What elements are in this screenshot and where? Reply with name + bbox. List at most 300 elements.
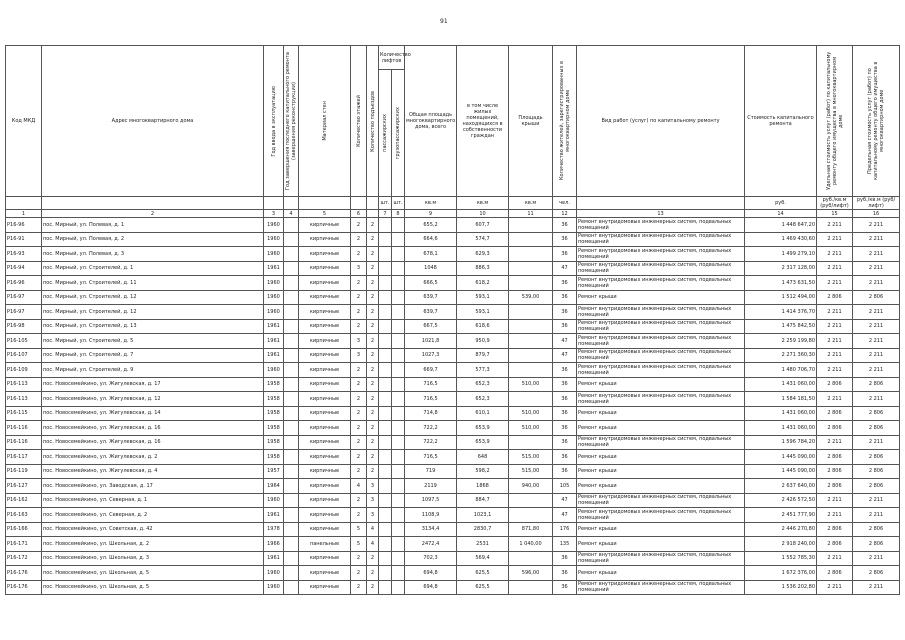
cell-roof-area: 515,00: [509, 450, 553, 465]
cell-material: кирпичные: [299, 580, 351, 595]
header-lifts-pass: пассажирских: [379, 70, 392, 197]
cell-address: пос. Новосемейкино, ул. Северная, д. 2: [42, 508, 264, 523]
cell-residents: 36: [553, 566, 577, 581]
cell-cost: 1 475 842,50: [745, 319, 817, 334]
table-row: [6, 406, 900, 421]
cell-lifts-pass: [379, 276, 392, 291]
cell-code: Р16-97: [6, 290, 42, 305]
cell-floors: 2: [351, 580, 367, 595]
header-entrances: Количество подъездов: [367, 46, 379, 197]
cell-code: Р16-115: [6, 406, 42, 421]
unit-cell: [577, 197, 745, 210]
cell-work: Ремонт внутридомовых инженерных систем, подвальных помещений: [577, 363, 745, 378]
cell-material: кирпичные: [299, 406, 351, 421]
cell-material: кирпичные: [299, 334, 351, 349]
cell-floors: 2: [351, 319, 367, 334]
cell-total-area: 1097,5: [405, 493, 457, 508]
cell-living-area: 629,3: [457, 247, 509, 262]
cell-year-last: [284, 348, 299, 363]
cell-code: Р16-119: [6, 464, 42, 479]
cell-total-area: 664,6: [405, 232, 457, 247]
cell-max-cost: 2 211: [853, 551, 900, 566]
cell-year-last: [284, 406, 299, 421]
page-number: 91: [440, 18, 448, 25]
cell-work: Ремонт внутридомовых инженерных систем, подвальных помещений: [577, 218, 745, 233]
cell-lifts-cargo: [392, 551, 405, 566]
cell-address: пос. Новосемейкино, ул. Школьная, д. 5: [42, 566, 264, 581]
cell-address: пос. Мирный, ул. Строителей, д. 1: [42, 261, 264, 276]
cell-work: Ремонт внутридомовых инженерных систем, подвальных помещений: [577, 305, 745, 320]
cell-max-cost: 2 211: [853, 319, 900, 334]
cell-max-cost: 2 211: [853, 435, 900, 450]
cell-residents: 36: [553, 363, 577, 378]
unit-cell: кв.м: [457, 197, 509, 210]
cell-entrances: 2: [367, 421, 379, 436]
cell-material: кирпичные: [299, 522, 351, 537]
cell-lifts-cargo: [392, 261, 405, 276]
cell-residents: 36: [553, 450, 577, 465]
column-number-cell: 16: [853, 210, 900, 218]
cell-entrances: 2: [367, 247, 379, 262]
cell-lifts-pass: [379, 377, 392, 392]
cell-lifts-cargo: [392, 290, 405, 305]
cell-total-area: 1021,8: [405, 334, 457, 349]
column-number-cell: 8: [392, 210, 405, 218]
header-max-cost: Предельная стоимость услуг (работ) по капитальному ремонту общего имущества в многоквартирном доме: [853, 46, 900, 197]
cell-unit-cost: 2 211: [817, 334, 853, 349]
table-row: [6, 363, 900, 378]
cell-material: кирпичные: [299, 493, 351, 508]
cell-entrances: 2: [367, 377, 379, 392]
cell-entrances: 4: [367, 522, 379, 537]
cell-total-area: 694,8: [405, 580, 457, 595]
cell-entrances: 3: [367, 479, 379, 494]
cell-year: 1958: [264, 421, 284, 436]
cell-entrances: 2: [367, 348, 379, 363]
cell-lifts-pass: [379, 406, 392, 421]
unit-cell: [284, 197, 299, 210]
cell-lifts-pass: [379, 334, 392, 349]
cell-roof-area: [509, 348, 553, 363]
table-row: [6, 537, 900, 552]
cell-year: 1978: [264, 522, 284, 537]
column-number-cell: 2: [42, 210, 264, 218]
cell-entrances: 2: [367, 435, 379, 450]
cell-residents: 36: [553, 377, 577, 392]
cell-cost: 1 431 060,00: [745, 421, 817, 436]
cell-total-area: 678,1: [405, 247, 457, 262]
cell-unit-cost: 2 806: [817, 464, 853, 479]
header-roof-area: Площадь крыши: [509, 46, 553, 197]
cell-year: 1961: [264, 319, 284, 334]
cell-code: Р16-97: [6, 305, 42, 320]
cell-entrances: 2: [367, 334, 379, 349]
cell-living-area: 593,1: [457, 290, 509, 305]
cell-year-last: [284, 305, 299, 320]
table-row: [6, 334, 900, 349]
cell-work: Ремонт крыши: [577, 421, 745, 436]
cell-year: 1964: [264, 479, 284, 494]
cell-work: Ремонт внутридомовых инженерных систем, подвальных помещений: [577, 319, 745, 334]
cell-year: 1960: [264, 493, 284, 508]
cell-year: 1961: [264, 348, 284, 363]
cell-address: пос. Мирный, ул. Полевая, д. 3: [42, 247, 264, 262]
cell-floors: 3: [351, 334, 367, 349]
cell-year-last: [284, 479, 299, 494]
cell-unit-cost: 2 211: [817, 232, 853, 247]
cell-address: пос. Новосемейкино, ул. Жигулевская, д. 4: [42, 464, 264, 479]
cell-address: пос. Мирный, ул. Строителей, д. 5: [42, 334, 264, 349]
cell-cost: 2 317 128,00: [745, 261, 817, 276]
cell-residents: 36: [553, 392, 577, 407]
unit-cell: руб./кв.м (руб/лифт): [853, 197, 900, 210]
cell-floors: 2: [351, 218, 367, 233]
cell-floors: 2: [351, 392, 367, 407]
cell-total-area: 666,5: [405, 276, 457, 291]
cell-max-cost: 2 806: [853, 566, 900, 581]
cell-code: Р16-171: [6, 537, 42, 552]
cell-year: 1958: [264, 377, 284, 392]
cell-roof-area: [509, 247, 553, 262]
cell-living-area: 652,3: [457, 392, 509, 407]
cell-lifts-cargo: [392, 392, 405, 407]
cell-lifts-pass: [379, 464, 392, 479]
cell-lifts-pass: [379, 522, 392, 537]
cell-entrances: 2: [367, 218, 379, 233]
table-row: [6, 580, 900, 595]
cell-unit-cost: 2 806: [817, 537, 853, 552]
cell-lifts-cargo: [392, 363, 405, 378]
cell-residents: 36: [553, 232, 577, 247]
cell-address: пос. Новосемейкино, ул. Советская, д. 42: [42, 522, 264, 537]
cell-year: 1960: [264, 276, 284, 291]
cell-total-area: 639,7: [405, 305, 457, 320]
unit-cell: [299, 197, 351, 210]
cell-lifts-cargo: [392, 493, 405, 508]
cell-cost: 2 637 640,00: [745, 479, 817, 494]
table-row: [6, 232, 900, 247]
cell-residents: 135: [553, 537, 577, 552]
cell-work: Ремонт внутридомовых инженерных систем, подвальных помещений: [577, 392, 745, 407]
cell-residents: 36: [553, 421, 577, 436]
cell-code: Р16-127: [6, 479, 42, 494]
header-lifts-cargo: грузопассажирских: [392, 70, 405, 197]
cell-total-area: 639,7: [405, 290, 457, 305]
cell-unit-cost: 2 211: [817, 551, 853, 566]
cell-lifts-cargo: [392, 305, 405, 320]
cell-living-area: 884,7: [457, 493, 509, 508]
cell-unit-cost: 2 211: [817, 247, 853, 262]
cell-material: кирпичные: [299, 218, 351, 233]
cell-floors: 2: [351, 493, 367, 508]
cell-year-last: [284, 334, 299, 349]
cell-living-area: 569,4: [457, 551, 509, 566]
cell-living-area: 950,9: [457, 334, 509, 349]
cell-year-last: [284, 421, 299, 436]
cell-total-area: 1048: [405, 261, 457, 276]
cell-cost: 2 918 240,00: [745, 537, 817, 552]
cell-work: Ремонт крыши: [577, 290, 745, 305]
cell-roof-area: 510,00: [509, 377, 553, 392]
header-material: Материал стен: [299, 46, 351, 197]
cell-lifts-cargo: [392, 479, 405, 494]
cell-address: пос. Мирный, ул. Строителей, д. 9: [42, 363, 264, 378]
table-row: [6, 261, 900, 276]
header-year-last: Год завершения последнего капитального ремонта (завершения реконструкции): [284, 46, 299, 197]
cell-code: Р16-176: [6, 566, 42, 581]
cell-year-last: [284, 508, 299, 523]
cell-year: 1960: [264, 232, 284, 247]
table-row: [6, 508, 900, 523]
cell-total-area: 2119: [405, 479, 457, 494]
units-row: [6, 197, 900, 210]
cell-year: 1960: [264, 566, 284, 581]
cell-material: кирпичные: [299, 551, 351, 566]
cell-material: кирпичные: [299, 348, 351, 363]
cell-material: кирпичные: [299, 392, 351, 407]
cell-year-last: [284, 247, 299, 262]
cell-lifts-pass: [379, 450, 392, 465]
cell-code: Р16-109: [6, 363, 42, 378]
cell-unit-cost: 2 806: [817, 566, 853, 581]
table-row: [6, 319, 900, 334]
cell-address: пос. Мирный, ул. Строителей, д. 12: [42, 305, 264, 320]
cell-cost: 1 536 202,80: [745, 580, 817, 595]
cell-address: пос. Новосемейкино, ул. Жигулевская, д. 2: [42, 450, 264, 465]
cell-lifts-cargo: [392, 522, 405, 537]
header-total-area: Общая площадь многоквартирного дома, всего: [405, 46, 457, 197]
cell-total-area: 716,5: [405, 450, 457, 465]
cell-unit-cost: 2 806: [817, 377, 853, 392]
cell-address: пос. Новосемейкино, ул. Школьная, д. 3: [42, 551, 264, 566]
cell-total-area: 716,5: [405, 392, 457, 407]
unit-cell: кв.м: [509, 197, 553, 210]
cell-floors: 2: [351, 435, 367, 450]
cell-floors: 5: [351, 537, 367, 552]
table-row: [6, 421, 900, 436]
cell-year-last: [284, 464, 299, 479]
cell-work: Ремонт внутридомовых инженерных систем, подвальных помещений: [577, 232, 745, 247]
cell-work: Ремонт внутридомовых инженерных систем, подвальных помещений: [577, 348, 745, 363]
cell-year-last: [284, 261, 299, 276]
cell-year-last: [284, 276, 299, 291]
cell-work: Ремонт внутридомовых инженерных систем, подвальных помещений: [577, 247, 745, 262]
unit-cell: [264, 197, 284, 210]
column-number-cell: 12: [553, 210, 577, 218]
header-address: Адрес многоквартирного дома: [42, 46, 264, 197]
cell-floors: 2: [351, 232, 367, 247]
cell-material: кирпичные: [299, 363, 351, 378]
cell-lifts-cargo: [392, 334, 405, 349]
cell-living-area: 2531: [457, 537, 509, 552]
header-work-type: Вид работ (услуг) по капитальному ремонту: [577, 46, 745, 197]
table-row: [6, 247, 900, 262]
unit-cell: руб.: [745, 197, 817, 210]
cell-lifts-pass: [379, 479, 392, 494]
cell-floors: 2: [351, 276, 367, 291]
cell-cost: 1 584 181,50: [745, 392, 817, 407]
cell-code: Р16-94: [6, 261, 42, 276]
cell-living-area: 574,7: [457, 232, 509, 247]
cell-living-area: 1023,1: [457, 508, 509, 523]
cell-residents: 105: [553, 479, 577, 494]
cell-entrances: 4: [367, 537, 379, 552]
cell-year: 1961: [264, 261, 284, 276]
cell-work: Ремонт крыши: [577, 450, 745, 465]
column-numbers-row: [6, 210, 900, 218]
cell-unit-cost: 2 806: [817, 406, 853, 421]
cell-living-area: 879,7: [457, 348, 509, 363]
cell-code: Р16-176: [6, 580, 42, 595]
cell-address: пос. Мирный, ул. Полевая, д. 2: [42, 232, 264, 247]
cell-lifts-cargo: [392, 406, 405, 421]
cell-residents: 36: [553, 319, 577, 334]
cell-max-cost: 2 806: [853, 537, 900, 552]
cell-code: Р16-113: [6, 377, 42, 392]
cell-lifts-pass: [379, 348, 392, 363]
cell-roof-area: [509, 334, 553, 349]
cell-address: пос. Мирный, ул. Строителей, д. 11: [42, 276, 264, 291]
unit-cell: шт.: [379, 197, 392, 210]
cell-cost: 1 480 706,70: [745, 363, 817, 378]
cell-floors: 2: [351, 406, 367, 421]
cell-residents: 36: [553, 551, 577, 566]
cell-unit-cost: 2 211: [817, 276, 853, 291]
cell-residents: 47: [553, 261, 577, 276]
cell-work: Ремонт внутридомовых инженерных систем, подвальных помещений: [577, 435, 745, 450]
cell-living-area: 598,2: [457, 464, 509, 479]
cell-living-area: 625,5: [457, 580, 509, 595]
cell-floors: 2: [351, 290, 367, 305]
column-number-cell: 3: [264, 210, 284, 218]
cell-floors: 2: [351, 508, 367, 523]
cell-living-area: 648: [457, 450, 509, 465]
table-row: [6, 522, 900, 537]
cell-floors: 2: [351, 450, 367, 465]
cell-code: Р16-162: [6, 493, 42, 508]
header-unit-cost: Удельная стоимость услуг (работ) по капитальному ремонту общего имущества в многоквартирном доме: [817, 46, 853, 197]
cell-max-cost: 2 806: [853, 290, 900, 305]
cell-material: кирпичные: [299, 247, 351, 262]
cell-living-area: 618,2: [457, 276, 509, 291]
cell-year: 1966: [264, 537, 284, 552]
cell-year-last: [284, 566, 299, 581]
table-row: [6, 348, 900, 363]
cell-address: пос. Мирный, ул. Строителей, д. 13: [42, 319, 264, 334]
cell-unit-cost: 2 211: [817, 508, 853, 523]
cell-material: кирпичные: [299, 508, 351, 523]
column-number-cell: 14: [745, 210, 817, 218]
cell-material: кирпичные: [299, 276, 351, 291]
cell-material: кирпичные: [299, 464, 351, 479]
header-code: Код МКД: [6, 46, 42, 197]
cell-entrances: 2: [367, 261, 379, 276]
cell-max-cost: 2 211: [853, 276, 900, 291]
cell-work: Ремонт крыши: [577, 566, 745, 581]
cell-code: Р16-98: [6, 319, 42, 334]
cell-code: Р16-166: [6, 522, 42, 537]
cell-total-area: 1108,9: [405, 508, 457, 523]
cell-roof-area: [509, 435, 553, 450]
table-row: [6, 377, 900, 392]
cell-year: 1960: [264, 247, 284, 262]
cell-lifts-cargo: [392, 247, 405, 262]
cell-year: 1961: [264, 508, 284, 523]
cell-address: пос. Мирный, ул. Строителей, д. 12: [42, 290, 264, 305]
cell-year: 1961: [264, 551, 284, 566]
cell-year: 1958: [264, 450, 284, 465]
cell-max-cost: 2 211: [853, 348, 900, 363]
cell-lifts-cargo: [392, 537, 405, 552]
cell-floors: 3: [351, 261, 367, 276]
cell-total-area: 716,5: [405, 377, 457, 392]
column-number-cell: 9: [405, 210, 457, 218]
cell-unit-cost: 2 211: [817, 305, 853, 320]
table-row: [6, 392, 900, 407]
cell-living-area: 2830,7: [457, 522, 509, 537]
cell-address: пос. Новосемейкино, ул. Северная, д. 1: [42, 493, 264, 508]
cell-roof-area: [509, 392, 553, 407]
unit-cell: [42, 197, 264, 210]
cell-year-last: [284, 232, 299, 247]
cell-max-cost: 2 211: [853, 580, 900, 595]
cell-total-area: 655,2: [405, 218, 457, 233]
cell-lifts-pass: [379, 392, 392, 407]
header-floors: Количество этажей: [351, 46, 367, 197]
cell-roof-area: [509, 508, 553, 523]
cell-unit-cost: 2 211: [817, 218, 853, 233]
cell-lifts-pass: [379, 493, 392, 508]
cell-year-last: [284, 522, 299, 537]
cell-living-area: 618,6: [457, 319, 509, 334]
cell-roof-area: [509, 551, 553, 566]
cell-residents: 47: [553, 493, 577, 508]
cell-max-cost: 2 211: [853, 247, 900, 262]
cell-entrances: 2: [367, 290, 379, 305]
cell-code: Р16-116: [6, 421, 42, 436]
cell-floors: 2: [351, 464, 367, 479]
cell-entrances: 3: [367, 493, 379, 508]
column-number-cell: 11: [509, 210, 553, 218]
table-row: [6, 479, 900, 494]
cell-total-area: 694,8: [405, 566, 457, 581]
cell-code: Р16-117: [6, 450, 42, 465]
cell-year-last: [284, 450, 299, 465]
cell-lifts-pass: [379, 247, 392, 262]
cell-max-cost: 2 806: [853, 421, 900, 436]
table-row: [6, 493, 900, 508]
column-number-cell: 4: [284, 210, 299, 218]
cell-max-cost: 2 211: [853, 261, 900, 276]
cell-lifts-cargo: [392, 435, 405, 450]
cell-residents: 47: [553, 348, 577, 363]
cell-living-area: 653,9: [457, 435, 509, 450]
cell-material: кирпичные: [299, 305, 351, 320]
cell-year: 1958: [264, 435, 284, 450]
cell-lifts-pass: [379, 305, 392, 320]
cell-unit-cost: 2 806: [817, 421, 853, 436]
table-row: [6, 551, 900, 566]
cell-lifts-cargo: [392, 276, 405, 291]
cell-lifts-cargo: [392, 377, 405, 392]
cell-unit-cost: 2 211: [817, 493, 853, 508]
cell-material: кирпичные: [299, 450, 351, 465]
table-row: [6, 218, 900, 233]
cell-total-area: 3134,4: [405, 522, 457, 537]
cell-material: кирпичные: [299, 435, 351, 450]
cell-living-area: 610,1: [457, 406, 509, 421]
cell-code: Р16-116: [6, 435, 42, 450]
